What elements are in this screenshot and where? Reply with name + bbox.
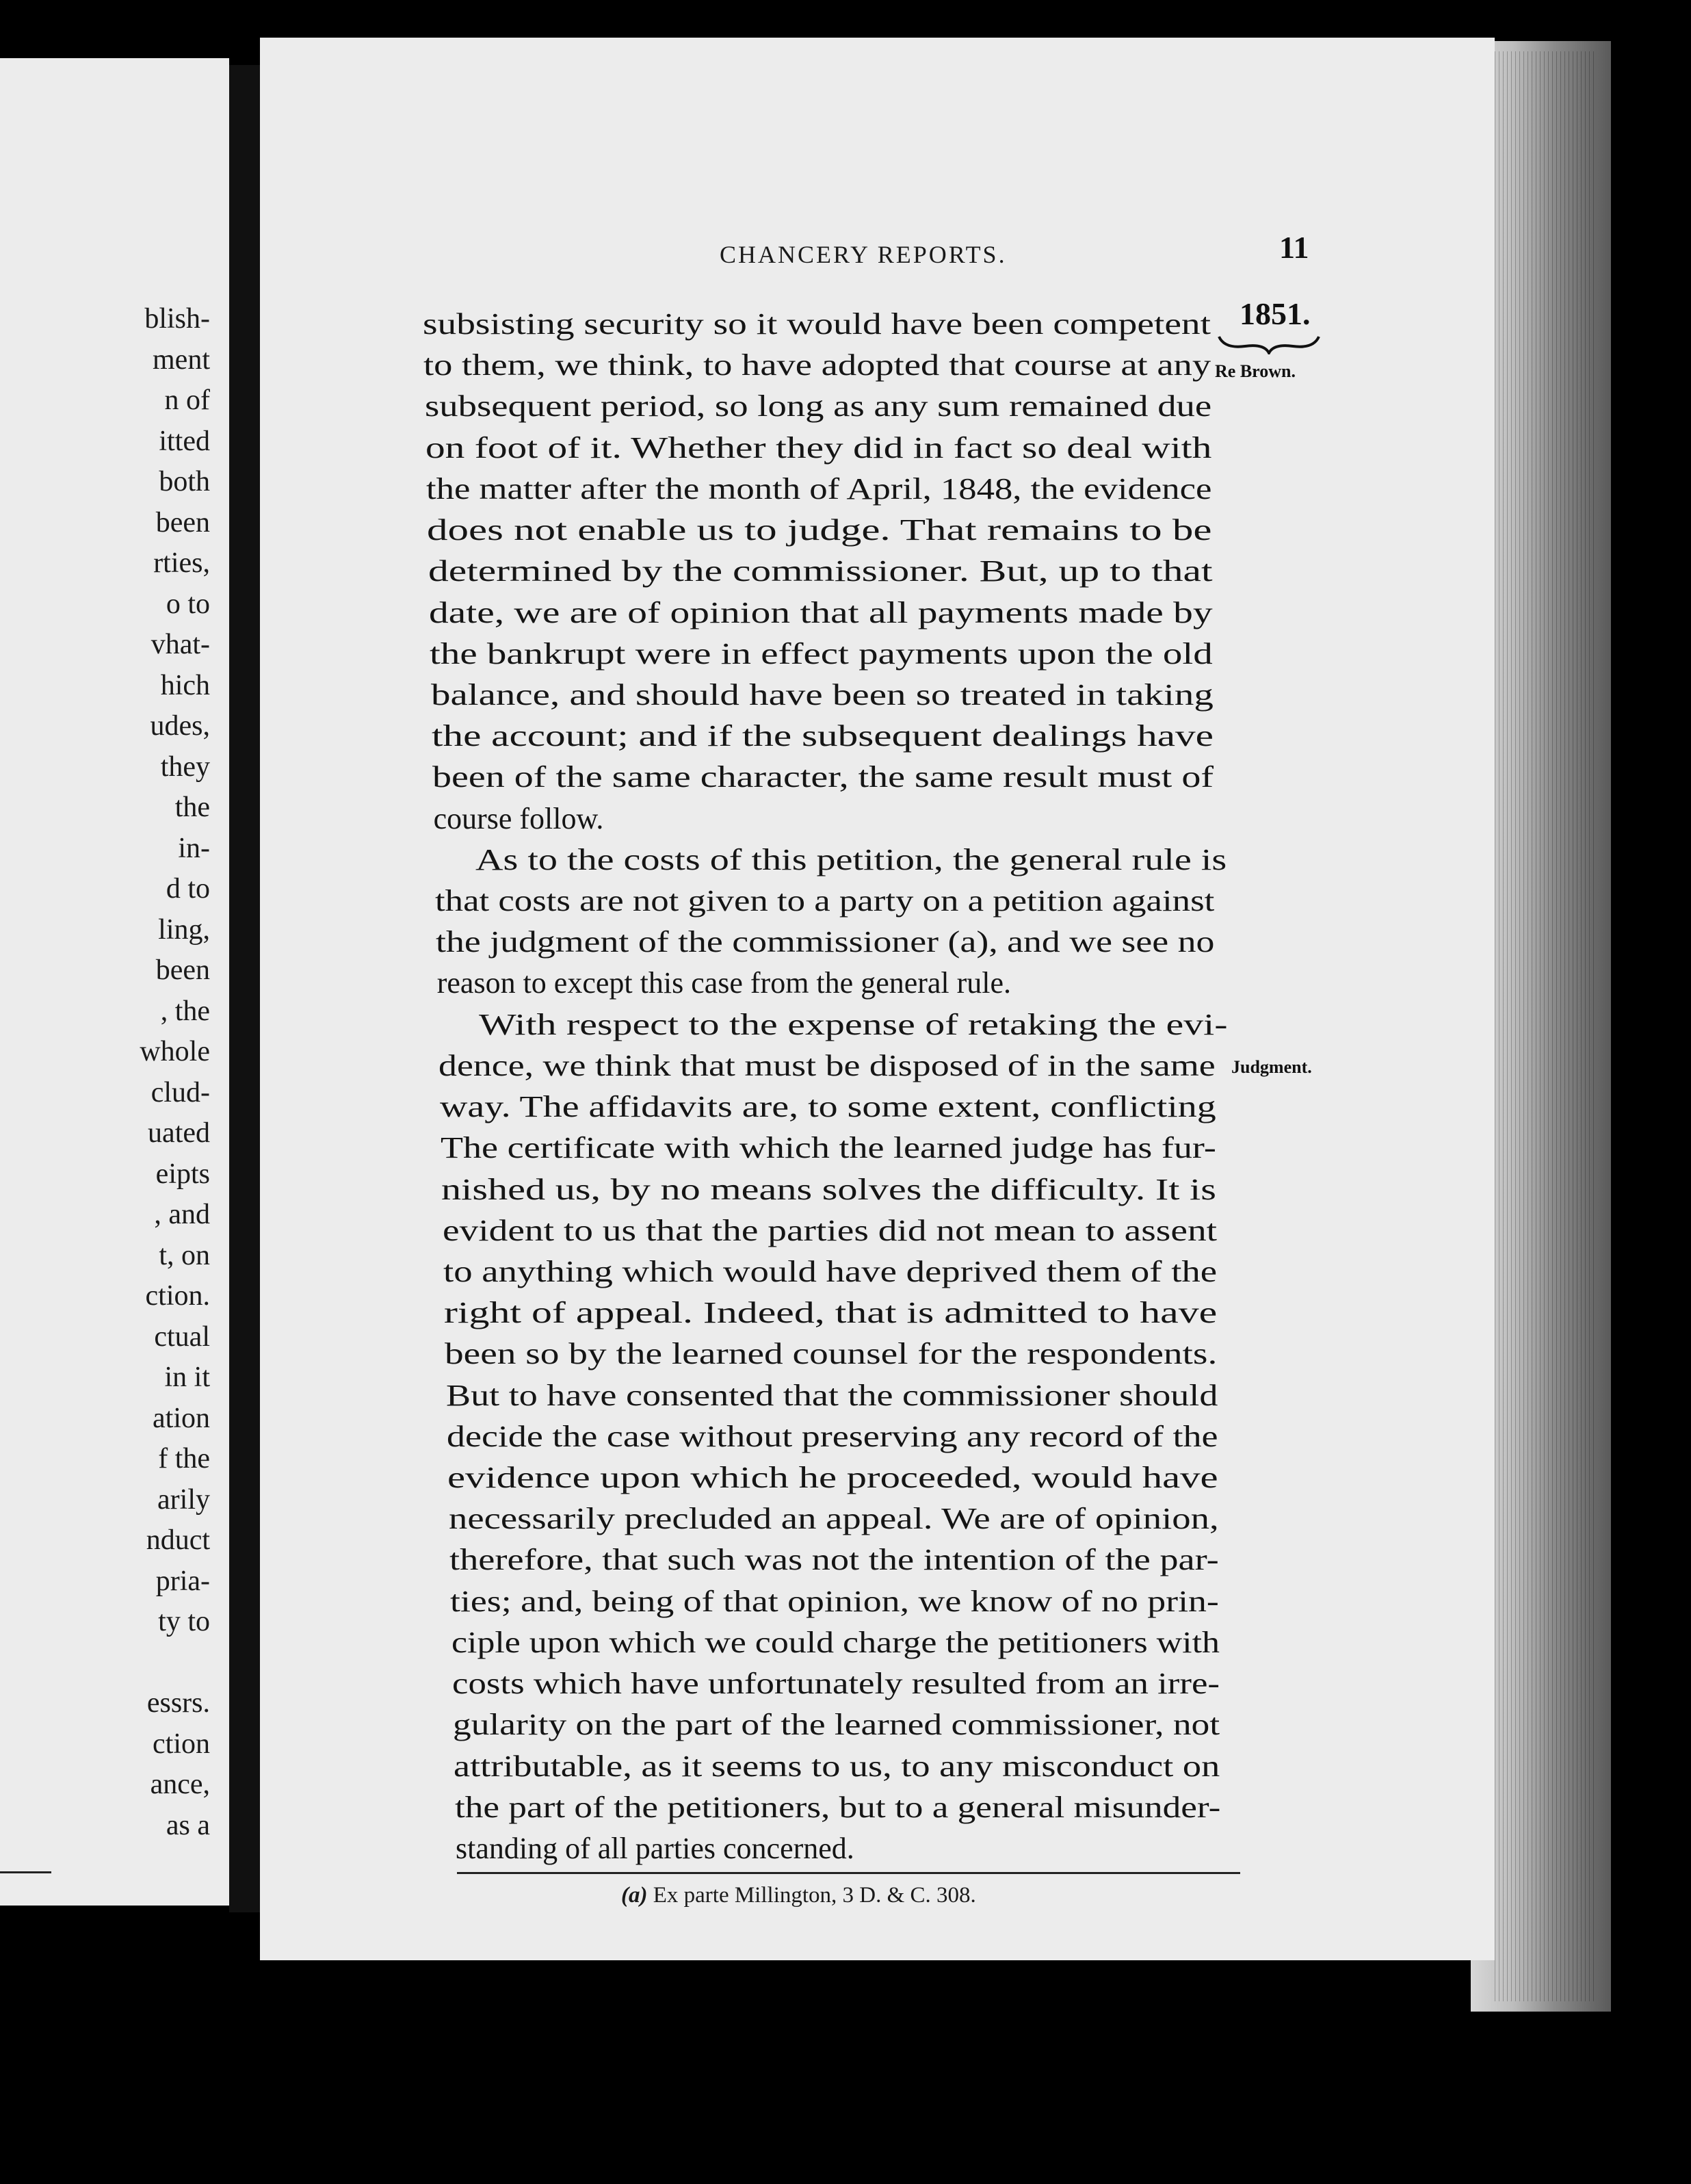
left-page-fragment: d to (166, 873, 210, 905)
body-line: nished us, by no means solves the difficulty. It is (441, 1172, 1217, 1206)
left-page-fragment: ction. (145, 1280, 210, 1312)
left-page-fragment: ty to (158, 1606, 210, 1637)
body-line: evidence upon which he proceeded, would have (447, 1461, 1218, 1495)
body-line: the matter after the month of April, 1848, the evidence (426, 471, 1212, 506)
left-page-fragment: the (174, 792, 210, 823)
body-line: course follow. (433, 801, 604, 835)
body-line: date, we are of opinion that all payments made by (429, 595, 1213, 629)
left-page-fragment: blish- (144, 303, 210, 335)
footnote-rule (457, 1872, 1240, 1874)
left-page-fragment: nduct (146, 1524, 210, 1556)
body-line: attributable, as it seems to us, to any misconduct on (454, 1749, 1220, 1783)
left-page-fragment: arily (157, 1483, 210, 1516)
body-line: therefore, that such was not the intention of the par- (449, 1543, 1219, 1577)
left-page-fragment: rties, (153, 547, 210, 579)
body-line: ties; and, being of that opinion, we know of no prin- (450, 1584, 1220, 1618)
body-line: With respect to the expense of retaking the evi- (479, 1007, 1228, 1041)
body-line: ciple upon which we could charge the petitioners with (451, 1625, 1220, 1659)
footnote-marker: (a) (621, 1883, 648, 1908)
left-page-fragment: uated (148, 1117, 210, 1149)
left-page-fragment: ment (153, 343, 210, 376)
body-line: costs which have unfortunately resulted from an irre- (451, 1667, 1220, 1701)
left-page-fragment: been (155, 506, 210, 538)
body-line: gularity on the part of the learned commissioner, not (453, 1708, 1220, 1742)
body-line: subsisting security so it would have been competent (423, 307, 1211, 341)
body-line: been of the same character, the same result must of (432, 760, 1214, 794)
left-page-fragment: clud- (150, 1076, 210, 1108)
left-page-fragment: o to (166, 588, 210, 620)
left-page (0, 58, 229, 1906)
left-page-fragment: hich (160, 669, 210, 701)
left-page-fragment: ance, (150, 1769, 210, 1800)
body-line: been so by the learned counsel for the respondents. (445, 1337, 1218, 1371)
body-line: the part of the petitioners, but to a general misunder- (454, 1790, 1220, 1824)
body-line: standing of all parties concerned. (456, 1832, 854, 1865)
body-line: reason to except this case from the general rule. (436, 966, 1012, 1000)
left-page-fragment: , the (160, 995, 210, 1027)
body-line: As to the costs of this petition, the general rule is (475, 842, 1227, 876)
book-gutter (229, 65, 260, 1912)
body-line: to anything which would have deprived them of the (443, 1254, 1217, 1288)
body-line: right of appeal. Indeed, that is admitted to have (444, 1296, 1218, 1330)
left-page-fragment: itted (159, 425, 210, 457)
body-line: balance, and should have been so treated in taking (430, 677, 1214, 712)
margin-year: 1851. (1240, 296, 1311, 331)
left-page-fragment: been (155, 954, 210, 986)
body-line: the bankrupt were in effect payments upon the old (430, 636, 1214, 671)
body-line: that costs are not given to a party on a petition against (435, 884, 1215, 918)
left-page-fragment: n of (164, 385, 210, 416)
page-edge-lines (1495, 51, 1597, 2001)
page-number: 11 (1279, 230, 1309, 265)
margin-case-name: Re Brown. (1215, 361, 1296, 381)
left-page-fragment: essrs. (146, 1687, 210, 1719)
left-page-fragment: t, on (159, 1239, 210, 1271)
body-line: evident to us that the parties did not mean to assent (442, 1213, 1217, 1247)
left-page-fragment: pria- (155, 1565, 210, 1597)
left-page-fragment: vhat- (150, 629, 210, 660)
left-page-fragment: they (160, 751, 210, 783)
left-page-fragment: in- (178, 832, 210, 864)
body-line: on foot of it. Whether they did in fact so deal with (425, 430, 1212, 465)
margin-judgment: Judgment. (1231, 1057, 1312, 1077)
left-page-fragment: whole (140, 1036, 210, 1067)
body-line: decide the case without preserving any record of the (447, 1419, 1218, 1453)
left-page-fragment: ation (153, 1402, 210, 1434)
body-line: the account; and if the subsequent dealings have (431, 719, 1214, 753)
body-line: does not enable us to judge. That remains to be (427, 513, 1212, 547)
body-line: determined by the commissioner. But, up to that (428, 554, 1213, 588)
left-footnote-rule (0, 1871, 51, 1873)
body-line: But to have consented that the commissioner should (445, 1378, 1218, 1412)
running-header: CHANCERY REPORTS. (720, 241, 1007, 268)
left-page-fragment: ling, (158, 913, 210, 946)
left-page-fragment: ctual (154, 1321, 210, 1353)
body-line: to them, we think, to have adopted that course at any (423, 348, 1211, 382)
left-page-fragment: eipts (155, 1158, 210, 1190)
body-line: way. The affidavits are, to some extent, conflicting (439, 1090, 1216, 1124)
body-line: the judgment of the commissioner (a), and we see no (436, 925, 1215, 959)
body-line: dence, we think that must be disposed of in the same (438, 1048, 1216, 1082)
body-line: necessarily precluded an appeal. We are of opinion, (448, 1502, 1219, 1536)
body-line: The certificate with which the learned judge has fur- (440, 1131, 1216, 1165)
left-page-fragment: as a (166, 1809, 210, 1841)
brace-icon (1218, 334, 1320, 354)
footnote-text: Ex parte Millington, 3 D. & C. 308. (653, 1883, 976, 1908)
body-line: subsequent period, so long as any sum remained due (424, 389, 1211, 424)
left-page-fragment: both (159, 466, 210, 497)
left-page-fragment: udes, (150, 710, 210, 742)
left-page-fragment: , and (154, 1199, 210, 1230)
footnote (621, 1883, 976, 1908)
left-page-fragment: ction (153, 1728, 210, 1760)
left-page-fragment: in it (164, 1362, 210, 1393)
left-page-fragment: f the (158, 1443, 210, 1474)
